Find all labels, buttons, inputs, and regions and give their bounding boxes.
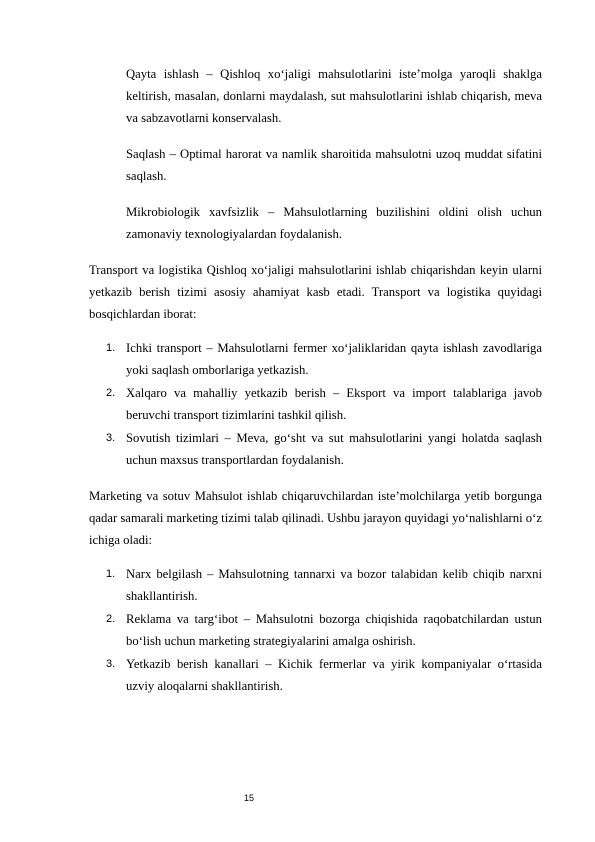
page-content [89,63,542,697]
list-item [89,337,542,381]
list-item [89,653,542,697]
list-item [89,608,542,652]
list-item [89,563,542,607]
microbiological-safety-item: Mikrobiologik xavfsizlik – Mahsulotlarning buzilishini oldini olish uchun zamonaviy texnologiyalardan foydalanish. [126,205,542,241]
list-item [89,427,542,471]
list-item-text: Yetkazib berish kanallari – Kichik fermerlar va yirik kompaniyalar o‘rtasida uzviy aloqalarni shakllantirish. [126,657,542,693]
list-item-number: 1. [106,568,116,580]
list-item-text: Ichki transport – Mahsulotlarni fermer xo‘jaliklaridan qayta ishlash zavodlariga yoki saqlash omborlariga yetkazish. [126,341,542,377]
list-item-number: 2. [106,387,116,399]
list-item-text: Reklama va targ‘ibot – Mahsulotni bozorga chiqishida raqobatchilardan ustun bo‘lish uchun marketing strategiyalarini amalga oshirish. [126,612,542,648]
list-item-number: 2. [106,613,116,625]
marketing-intro-paragraph: Marketing va sotuv Mahsulot ishlab chiqaruvchilardan iste’molchilarga yetib borgunga qadar samarali marketing tizimi talab qilinadi. Ushbu jarayon quyidagi yo‘nalishlarni o‘z ichiga oladi: [89,489,542,547]
transport-list [89,337,542,471]
list-item-text: Sovutish tizimlari – Meva, go‘sht va sut mahsulotlarini yangi holatda saqlash uchun maxsus transportlardan foydalanish. [126,431,542,467]
list-item-number: 3. [106,432,116,444]
processing-item: Qayta ishlash – Qishloq xo‘jaligi mahsulotlarini iste’molga yaroqli shaklga keltirish, masalan, donlarni maydalash, sut mahsulotlarini ishlab chiqarish, meva va sabzavotlarni konservalash. [126,67,542,125]
transport-intro-paragraph: Transport va logistika Qishloq xo‘jaligi mahsulotlarini ishlab chiqarishdan keyin ularni yetkazib berish tizimi asosiy ahamiyat kasb etadi. Transport va logistika quyidagi bosqichlardan iborat: [89,263,542,321]
list-item [89,382,542,426]
list-item-text: Xalqaro va mahalliy yetkazib berish – Eksport va import talablariga javob beruvchi transport tizimlarini tashkil qilish. [126,386,542,422]
list-item-number: 1. [106,342,116,354]
list-item-text: Narx belgilash – Mahsulotning tannarxi va bozor talabidan kelib chiqib narxni shakllantirish. [126,567,542,603]
page-number: 15 [243,793,254,803]
storage-item: Saqlash – Optimal harorat va namlik sharoitida mahsulotni uzoq muddat sifatini saqlash. [126,147,542,183]
list-item-number: 3. [106,658,116,670]
marketing-list [89,563,542,697]
